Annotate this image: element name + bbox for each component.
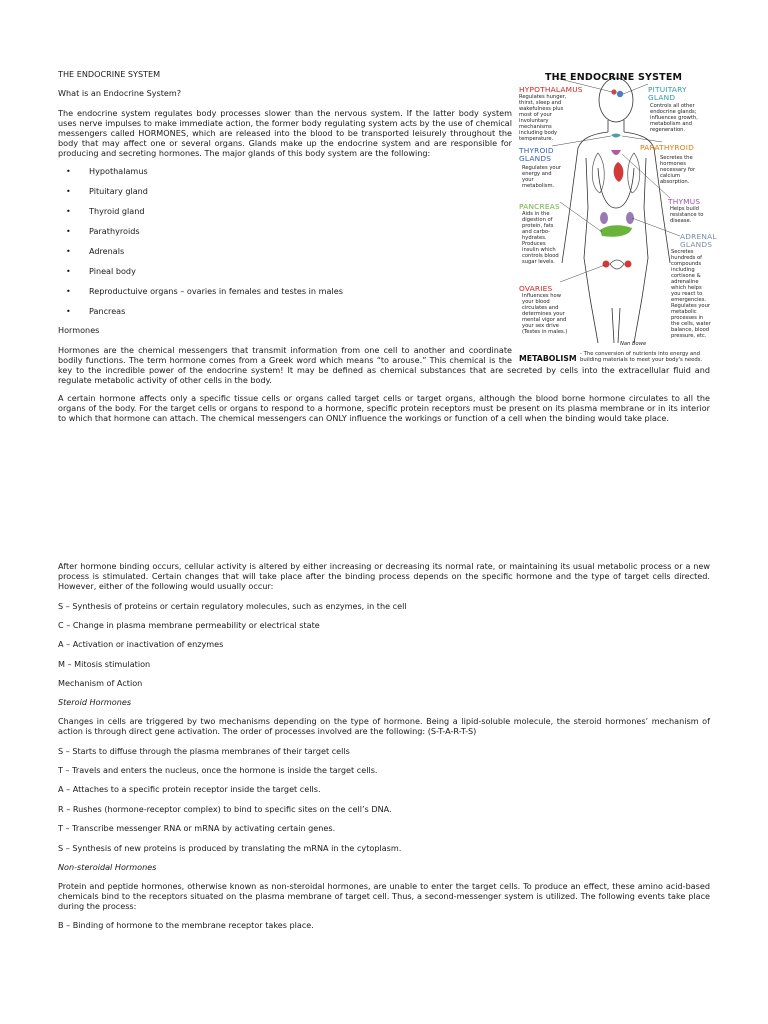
question-heading: What is an Endocrine System? [58, 88, 182, 98]
thymus-note: Helps build resistance to disease. [670, 206, 704, 225]
nonsteroid-heading: Non-steroidal Hormones [58, 862, 157, 872]
list-item: Reproductuive organs – ovaries in females and testes in males [89, 286, 343, 296]
thyroid-label: THYROID GLANDS [519, 146, 554, 164]
starts-item: S – Starts to diffuse through the plasma membranes of their target cells [58, 746, 350, 756]
ovaries-note: Influences how your blood circulates and determines your mental vigor and your sex drive (Testes in males.) [522, 293, 568, 336]
hormones-heading: Hormones [58, 325, 100, 335]
starts-item: R – Rushes (hormone-receptor complex) to bind to specific sites on the cell’s DNA. [58, 804, 392, 814]
starts-item: T – Transcribe messenger RNA or mRNA by activating certain genes. [58, 823, 336, 833]
pituitary-shape [617, 91, 623, 97]
bullet-marker: • [66, 186, 71, 196]
adrenal-label: ADRENAL GLANDS [680, 232, 717, 250]
target-paragraph: A certain hormone affects only a specific tissue cells or organs called target cells or target organs, although the blood borne hormone circulates to all the organs of the body. For the target cells or organs to respond to a hormone, specific protein receptors must be present on its plasma membrane or in its interior to which that hormone can attach. The chemical messengers can ONLY influence the workings or function of a cell when the binding would take place. [58, 393, 710, 423]
metabolism-note: - The conversion of nutrients into energy and building materials to meet your body's needs. [580, 351, 703, 364]
bullet-marker: • [66, 306, 71, 316]
starts-item: S – Synthesis of new proteins is produced by translating the mRNA in the cytoplasm. [58, 843, 402, 853]
steroid-heading: Steroid Hormones [58, 697, 132, 707]
steroid-paragraph: Changes in cells are triggered by two mechanisms depending on the type of hormone. Being a lipid-soluble molecule, the steroid hormones’ mechanism of action is through direct gene activation. The order of processes involved are the following: (S-T-A-R-T-S) [58, 716, 710, 736]
pancreas-note: Aids in the digestion of protein, fats and carbo-hydrates. Produces insulin which controls blood sugar levels. [522, 211, 559, 266]
thymus-label: THYMUS [668, 197, 701, 207]
hormones-paragraph-part1: Hormones are the chemical messengers that transmit information from one cell to another and coordinate bodily functions. The term hormone comes from a Greek word which means “to arouse.” This chemical is the [58, 345, 512, 365]
illustrator-signature: Nan Bowe [620, 341, 647, 348]
nonsteroid-paragraph: Protein and peptide hormones, otherwise known as non-steroidal hormones, are unable to enter the target cells. To produce an effect, these amino acid-based chemicals bind to the receptors situated on the plasma membrane of target cell. Thus, a second-messenger system is utilized. The following events take place during the process: [58, 881, 710, 911]
list-item: Parathyroids [89, 226, 140, 236]
bullet-marker: • [66, 166, 71, 176]
ovaries-label: OVARIES [519, 284, 553, 294]
adrenal-note: Secretes hundreds of compounds including cortisone & adrenaline which helps you react to emergencies. Regulates your metabolic processes in the cells, water balance, blood pressure, etc. [671, 249, 711, 340]
mechanism-heading: Mechanism of Action [58, 678, 143, 688]
hypothalamus-note: Regulates hunger, thirst, sleep and wakefulness plus most of your involuntary mechanisms including body temperature. [519, 94, 567, 143]
pancreas-label: PANCREAS [519, 202, 560, 212]
figure-title: THE ENDOCRINE SYSTEM [545, 71, 683, 83]
pituitary-label: PITUITARY GLAND [648, 85, 687, 103]
bullet-marker: • [66, 266, 71, 276]
binding-step: B – Binding of hormone to the membrane receptor takes place. [58, 920, 314, 930]
scam-item-c: C – Change in plasma membrane permeability or electrical state [58, 620, 320, 630]
bullet-marker: • [66, 226, 71, 236]
starts-item: A – Attaches to a specific protein receptor inside the target cells. [58, 784, 321, 794]
starts-item: T – Travels and enters the nucleus, once the hormone is inside the target cells. [58, 765, 378, 775]
metabolism-label: METABOLISM [519, 353, 577, 363]
hypothalamus-label: HYPOTHALAMUS [519, 85, 583, 95]
doc-title: THE ENDOCRINE SYSTEM [58, 69, 161, 79]
list-item: Thyroid gland [89, 206, 145, 216]
hormones-paragraph-full: key to the incredible power of the endocrine system! It may be defined as chemical substances that are secreted by cells into the extracellular fluid and regulate metabolic activity of other cells in the body. [58, 365, 710, 385]
intro-paragraph: The endocrine system regulates body processes slower than the nervous system. If the latter body system uses nerve impulses to make immediate action, the former body regulating system acts by the use of chemical messengers called HORMONES, which are released into the blood to be transported leisurely throughout the body that may affect one or several organs. Glands make up the endocrine system and are responsible for producing and secreting hormones. The major glands of this body system are the following: [58, 108, 512, 158]
pituitary-note: Controls all other endocrine glands; influences growth, metabolism and regeneration. [650, 103, 698, 134]
bullet-marker: • [66, 286, 71, 296]
parathyroid-note: Secretes the hormones necessary for calcium absorption. [660, 155, 696, 186]
scam-item-a: A – Activation or inactivation of enzymes [58, 639, 224, 649]
list-item: Pituitary gland [89, 186, 148, 196]
list-item: Pancreas [89, 306, 126, 316]
thyroid-note: Regulates your energy and your metabolism. [522, 165, 562, 190]
bullet-marker: • [66, 206, 71, 216]
parathyroid-label: PARATHYROID [640, 143, 694, 153]
list-item: Adrenals [89, 246, 125, 256]
list-item: Hypothalamus [89, 166, 148, 176]
scam-item-s: S – Synthesis of proteins or certain regulatory molecules, such as enzymes, in the cell [58, 601, 407, 611]
list-item: Pineal body [89, 266, 136, 276]
scam-item-m: M – Mitosis stimulation [58, 659, 151, 669]
bullet-marker: • [66, 246, 71, 256]
after-binding-paragraph: After hormone binding occurs, cellular activity is altered by either increasing or decreasing its normal rate, or maintaining its usual metabolic process or a new process is stimulated. Certain changes that will take place after the binding process depends on the specific hormone and the type of target cells directed. However, either of the following would usually occur: [58, 561, 710, 591]
